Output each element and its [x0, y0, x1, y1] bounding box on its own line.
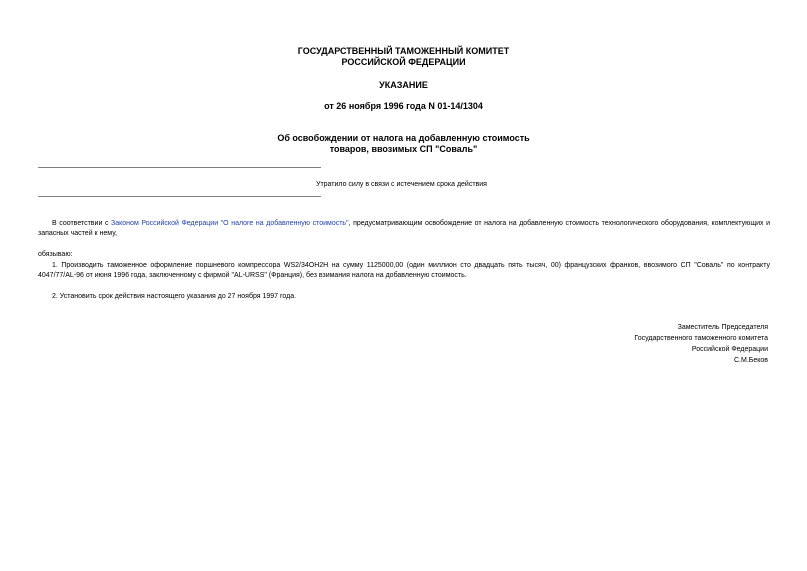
intro-prefix: В соответствии с: [52, 220, 112, 227]
intro-paragraph: [38, 219, 770, 239]
signature-title-1: Заместитель Председателя: [677, 324, 768, 331]
issuer-line-2: РОССИЙСКОЙ ФЕДЕРАЦИИ: [341, 57, 466, 67]
intro-suffix: , предусматривающим освобождение от налога на добавленную стоимость технологического оборудования, комплектующих и запасных частей к нему,: [38, 220, 770, 237]
signature-title-3: Российской Федерации: [691, 346, 768, 353]
document-type: УКАЗАНИЕ: [379, 80, 428, 90]
divider-bottom: [38, 196, 321, 197]
item-2-paragraph: 2. Установить срок действия настоящего указания до 27 ноября 1997 года.: [52, 293, 297, 300]
document-subject: [0, 133, 807, 155]
issuer-header: [0, 46, 807, 68]
subject-line-1: Об освобождении от налога на добавленную стоимость: [277, 133, 530, 143]
signature-block: [634, 322, 768, 366]
divider-top: [38, 167, 321, 168]
signatory-name: С.М.Беков: [733, 357, 768, 364]
status-note: Утратило силу в связи с истечением срока действия: [316, 181, 487, 188]
signature-title-2: Государственного таможенного комитета: [634, 335, 768, 342]
subject-line-2: товаров, ввозимых СП "Соваль": [329, 144, 478, 154]
issuer-line-1: ГОСУДАРСТВЕННЫЙ ТАМОЖЕННЫЙ КОМИТЕТ: [297, 46, 510, 56]
oblige-paragraph: обязываю:: [38, 251, 73, 258]
law-link[interactable]: Законом Российской Федерации "О налоге на добавленную стоимость": [111, 220, 349, 227]
item-1-paragraph: 1. Производить таможенное оформление поршневого компрессора WS2/34OH2H на сумму 1125000,00 (один миллион сто двадцать пять тысяч, 00) французских франков, ввозимого СП "Соваль" по контракту 4047/77/AL-96 от июня 1996 года, заключенному с фирмой "AL-URSS" (Франция), без взимания налога на добавленную стоимость.: [38, 262, 770, 279]
document-date: от 26 ноября 1996 года N 01-14/1304: [324, 101, 483, 111]
